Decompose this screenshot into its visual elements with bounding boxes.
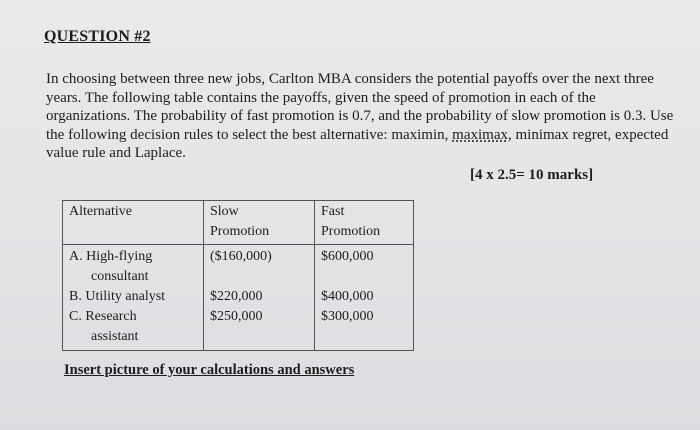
insert-picture-link[interactable]: Insert picture of your calculations and answers — [64, 362, 355, 378]
row-fast-value: $400,000 — [315, 287, 414, 307]
row-alternative — [63, 245, 204, 288]
row-fast-value: $600,000 — [315, 245, 414, 288]
header-slow-line2: Promotion — [210, 224, 270, 239]
table-row — [63, 307, 414, 351]
table-header-row — [63, 201, 414, 245]
header-fast-line2: Promotion — [321, 224, 381, 239]
marks-allocation: [4 x 2.5= 10 marks] — [470, 167, 594, 183]
row-alternative-line1: C. Research — [69, 309, 137, 324]
question-text-part1: In choosing between three new jobs, Carlton MBA considers the potential payoffs over the next three years. The following table contains the payoffs, given the speed of promotion in each of the organizations. The probability of fast promotion is 0.7, and the probability of slow promotion is 0.3. Use the following decision rules to select the best alternative: maximin, — [46, 71, 674, 143]
row-fast-value: $300,000 — [315, 307, 414, 351]
row-alternative-line1: B. Utility analyst — [69, 289, 166, 304]
payoff-table — [62, 200, 414, 351]
header-alternative-label: Alternative — [69, 204, 132, 219]
question-text-part2: , minimax regret, expected value rule and Laplace. — [46, 126, 669, 161]
header-slow-line1: Slow — [210, 204, 239, 219]
header-alternative — [63, 201, 204, 245]
question-heading: QUESTION #2 — [44, 28, 151, 45]
row-alternative — [63, 287, 204, 307]
row-alternative-line2: consultant — [91, 269, 149, 284]
table-row — [63, 287, 414, 307]
header-fast-promotion — [315, 201, 414, 245]
row-slow-value: $250,000 — [204, 307, 315, 351]
row-slow-value: ($160,000) — [204, 245, 315, 288]
header-slow-promotion — [204, 201, 315, 245]
row-alternative — [63, 307, 204, 351]
header-fast-line1: Fast — [321, 204, 345, 219]
table-row — [63, 245, 414, 288]
question-paragraph — [46, 70, 678, 163]
row-slow-value: $220,000 — [204, 287, 315, 307]
maximax-term: maximax — [452, 126, 508, 143]
row-alternative-line2: assistant — [91, 329, 139, 344]
row-alternative-line1: A. High-flying — [69, 249, 153, 264]
